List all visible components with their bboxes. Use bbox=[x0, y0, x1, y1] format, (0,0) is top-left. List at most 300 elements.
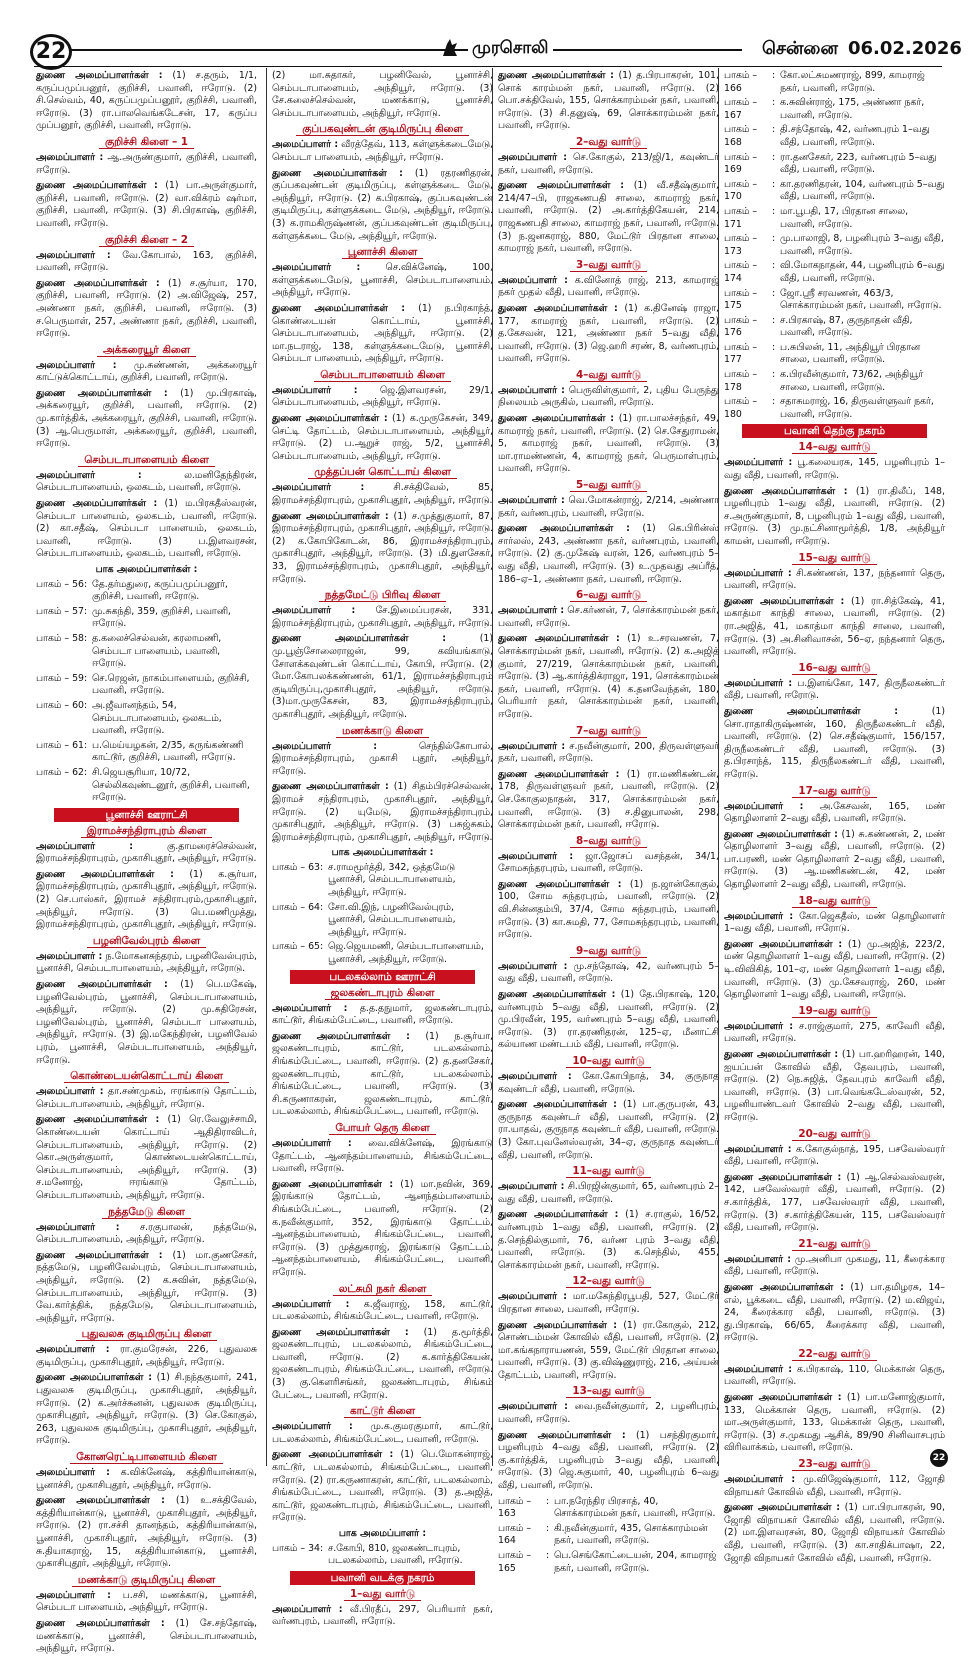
role-label: துணை அமைப்பாளர்கள் : bbox=[498, 1099, 617, 1111]
role-label: துணை அமைப்பாளர்கள் : bbox=[498, 768, 620, 780]
appointment-entry bbox=[724, 486, 945, 549]
branch-heading-text: மணக்காடு குடிமிருப்பு கிளை bbox=[72, 1574, 221, 1587]
booth-number: பாகம் – 169 bbox=[724, 151, 758, 176]
appointment-entry bbox=[498, 1071, 719, 1096]
appointee-text: (1) மா.குணசேகர், நத்தமேடு, பழனிவேல்புரம், செம்படாபாளையம், அந்தியூர், ஈரோடு. (2) க.சுவின், நத்தமேடு, செம்படாபாளையம், அந்தியூர், ஈரோடு. (3) வே.கார்த்திக், நத்தமேடு, செம்படாபாளையம், அந்தியூர், ஈரோடு. bbox=[36, 1249, 257, 1324]
role-label: துணை அமைப்பாளர்கள் : bbox=[498, 70, 614, 81]
booth-entry bbox=[724, 288, 945, 313]
branch-heading bbox=[272, 123, 493, 136]
branch-heading-text: புதுவலசு குடிமிருப்பு கிளை bbox=[76, 1328, 218, 1341]
branch-heading-text: 15–வது வார்டு bbox=[792, 552, 876, 565]
column-divider bbox=[266, 68, 267, 1466]
appointment-entry bbox=[724, 1254, 945, 1279]
role-label: துணை அமைப்பாளர்கள் : bbox=[724, 595, 845, 607]
role-label: துணை அமைப்பாளர்கள் : bbox=[36, 498, 158, 510]
appointee-text: சி.சக்திவேல், 85, இராமச்சந்திராபுரம், முகாசிபுதூர், அந்தியூர், ஈரோடு. bbox=[272, 482, 493, 507]
appointment-entry bbox=[272, 511, 493, 587]
appointee-text: (1) மா.நவின், 369, இரங்காடு தோட்டம், ஆனந்தம்பாளையம், சிங்கம்பேட்டை, பவானி, ஈரோடு. (2) க.நவீன்குமார், 352, இரங்காடு தோட்டம், ஆனந்தம்பாளையம், சிங்கம்பேட்டை, பவானி, ஈரோடு. (3) முத்துசுராஜ், இரங்காடு தோட்டம், ஆனந்தம்பாளையம், சிங்கம்பேட்டை, பவானி, ஈரோடு. bbox=[272, 1178, 493, 1278]
area-banner: பவானி தெற்கு நகரம் bbox=[742, 424, 927, 438]
appointee-text: (1) த.மூர்த்தி, ஜலகண்டாபுரம், படலகல்லாம், சிங்கம்பேட்டை, பவானி, ஈரோடு. (2) க.கார்த்திகேயன், ஜலகண்டாபுரம், சிங்கம்பேட்டை, பவானி, ஈரோடு. (3) கு.கௌரிசங்கர், ஜலகண்டாபுரம், சிங்கம் பேட்டை, பவானி, ஈரோடு. bbox=[272, 1326, 493, 1401]
separator: : bbox=[84, 739, 88, 751]
appointment-entry bbox=[272, 741, 493, 779]
appointment-entry bbox=[724, 801, 945, 826]
role-label: அமைப்பாளர் : bbox=[498, 1291, 567, 1303]
branch-heading-text: 7–வது வார்டு bbox=[570, 725, 647, 738]
role-label: துணை அமைப்பாளர்கள் : bbox=[36, 387, 168, 399]
appointee-text: வை.விக்னேஷ், இரங்காடு தோட்டம், ஆனந்தம்பாளையம், சிங்கம்பேட்டை, பவானி, ஈரோடு. bbox=[272, 1137, 493, 1175]
booth-appointee: த.கலைச்செல்வன், கரலாமணி, செம்படா பாளையம், பவானி, ஈரோடு. bbox=[92, 632, 222, 670]
appointee-text: சே.இமைப்பரசன், 331, இராமச்சந்திராபுரம், முகாசிபுதூர், அந்தியூர், ஈரோடு. bbox=[272, 605, 493, 629]
branch-heading-text: போயர் தெரு கிளை bbox=[329, 1122, 435, 1135]
branch-heading-text: 18–வது வார்டு bbox=[792, 895, 876, 908]
branch-heading bbox=[36, 344, 257, 357]
role-label: அமைப்பாளர் : bbox=[724, 1253, 791, 1265]
separator: : bbox=[84, 699, 88, 711]
branch-heading-text: 5–வது வார்டு bbox=[570, 479, 647, 492]
branch-heading-text: செம்படாபாளையம் கிளை bbox=[78, 454, 215, 467]
appointee-text: (1) தே.பிரகாஷ், 120, வர்ணபுரம் 5–வது வீதி, பவானி, ஈரோடு. (2) மு.பிரவீன், 195, வர்ணபுரம் 5–வது வீதி, பவானி, ஈரோடு. (3) ரா.தரணிதரன், 125–ஏ, மீனாட்சி கல்யாண மண்டபம் வீதி, பவானி, ஈரோடு. bbox=[498, 989, 719, 1051]
appointee-text: ச.ராஜ்குமார், 275, காவேரி வீதி, பவானி, ஈரோடு. bbox=[724, 1020, 946, 1045]
role-label: துணை அமைப்பாளர்கள் : bbox=[724, 1171, 842, 1183]
role-label: துணை அமைப்பாளர்கள் : bbox=[36, 979, 168, 991]
appointment-entry bbox=[36, 1086, 257, 1111]
booth-number: பாகம் – 56 bbox=[36, 578, 84, 590]
separator: : bbox=[320, 941, 324, 953]
appointee-text: (1) மு.பிரகாஷ், அக்கரையூர், குறிச்சி, பவானி, ஈரோடு. (2) மு.கார்த்திக், அக்கரையூர், குறிச்சி, பவானி, ஈரோடு. (3) ஆ.பெருமாள், அக்கரையூர், குறிச்சி, பவானி, ஈரோடு. bbox=[36, 387, 257, 450]
appointment-entry bbox=[272, 1449, 493, 1525]
appointee-text: (1) சொ.ராதாகிருஷ்ணன், 160, திருநீலகண்டர் வீதி, பவானி, ஈரோடு. (2) செ.சதீஷ்குமார், 156/157, திருநீலகண்டர் வீதி, பவானி, ஈரோடு. (3) த.பிரசாந்த், 115, திருநீலகண்டர் வீதி, பவானி, ஈரோடு. bbox=[724, 705, 945, 780]
booth-appointee: கி.நவீன்குமார், 435, சொக்காரம்மன் நகர், பவானி, ஈரோடு. bbox=[554, 1522, 708, 1547]
appointment-entry bbox=[36, 278, 257, 341]
role-label: துணை அமைப்பாளர்கள் : bbox=[36, 1495, 165, 1507]
appointment-entry bbox=[724, 1144, 945, 1169]
branch-heading bbox=[272, 246, 493, 259]
appointment-entry bbox=[724, 1364, 945, 1389]
appointee-text: மு.சுண்ணன், அக்கரையூர் காட்டுக்கொட்டாய், குறிச்சி, பவானி, ஈரோடு. bbox=[36, 359, 257, 384]
role-label: அமைப்பாளர் : bbox=[36, 151, 104, 163]
booth-appointee: தி.சந்தோஷ், 42, வர்ணபுரம் 1–வது வீதி, பவானி, ஈரோடு. bbox=[780, 124, 930, 148]
appointee-text: மா.மகேந்திரபூபதி, 527, மேட்டூர் பிரதான சாலை, பவானி, ஈரோடு. bbox=[498, 1291, 719, 1315]
role-label: துணை அமைப்பாளர்கள் : bbox=[498, 1429, 626, 1441]
booth-appointee: ச.கோபி, 810, ஜலகண்டாபுரம், படலகல்லாம், பவானி, ஈரோடு. bbox=[328, 1542, 463, 1567]
page-number-badge bbox=[30, 34, 72, 70]
role-label: அமைப்பாளர் : bbox=[724, 457, 793, 469]
role-label: அமைப்பாளர் : bbox=[724, 677, 793, 689]
appointment-entry bbox=[724, 939, 945, 1002]
branch-heading bbox=[36, 825, 257, 838]
separator: : bbox=[772, 233, 776, 245]
appointment-entry bbox=[498, 1291, 719, 1316]
role-label: துணை அமைப்பாளர்கள் : bbox=[36, 1249, 163, 1261]
role-label: அமைப்பாளர் : bbox=[498, 151, 568, 163]
appointment-entry bbox=[498, 961, 719, 986]
appointment-entry bbox=[724, 568, 945, 593]
appointment-entry bbox=[36, 152, 257, 177]
appointee-text: (1) ரா.மணிகண்டன், 178, திருவள்ளுவர் நகர், பவானி, ஈரோடு. (2) செ.கோகுலநாதன், 317, சொக்காரம்மன் நகர், பவானி, ஈரோடு. (3) ச.தினுபாலன், 298, சொக்காரம்மன் நகர், பவானி, ஈரோடு. bbox=[498, 768, 719, 831]
appointee-text: த.த.தநுமார், ஜலகண்டாபுரம், காட்டூர், சிங்கம்பேட்டை, பவானி, ஈரோடு. bbox=[272, 1002, 493, 1027]
role-label: அமைப்பாளர் : bbox=[724, 1474, 796, 1486]
appointee-text: (1) ந.சூர்யா, ஜலகண்டாபுரம், காட்டூர், படலகல்லாம், சிங்கம்பேட்டை, பவானி, ஈரோடு. (2) த.தனசேகர், ஜலகண்டாபுரம், காட்டூர், படலகல்லாம், சிங்கம்பேட்டை, பவானி, ஈரோடு. (3) சி.கருணாகரன், ஜலகண்டாபுரம், காட்டூர், படலகல்லாம், சிங்கம்பேட்டை, பவானி, ஈரோடு. bbox=[272, 1030, 493, 1118]
appointment-entry bbox=[498, 1401, 719, 1426]
role-label: துணை அமைப்பாளர்கள் : bbox=[498, 989, 616, 1001]
role-label: அமைப்பாளர் : bbox=[36, 1589, 111, 1601]
appointment-entry bbox=[36, 250, 257, 275]
appointee-text: (1) ரா.கோகுல், 212, சொண்டம்மன் கோவில் வீதி, பவானி, ஈரோடு. (2) மா.கங்கநாராயணன், 559, மேட்டூர் பிரதான சாலை, பவானி, ஈரோடு. (3) கு.விஷ்ணுராஜ், 216, அய்யன் தோட்டம், பவானி, ஈரோடு. bbox=[498, 1319, 719, 1381]
branch-heading bbox=[724, 1458, 945, 1471]
booth-entry bbox=[36, 633, 257, 671]
branch-heading bbox=[724, 785, 945, 798]
booth-entry bbox=[724, 315, 945, 340]
booth-number: பாகம் – 175 bbox=[724, 287, 758, 312]
booth-entry bbox=[724, 233, 945, 258]
separator: : bbox=[546, 1550, 550, 1561]
booth-appointee: ப.மெய்யழகன், 2/35, கருங்கண்ணி காட்டூர், குறிச்சி, பவானி, ஈரோடு. bbox=[92, 739, 244, 764]
appointment-entry bbox=[498, 851, 719, 876]
appointee-text: ப.சசி, மணக்காடு, பூனாச்சி, செம்படா பாளையம், அந்தியூர், ஈரோடு. bbox=[36, 1589, 257, 1614]
booth-appointee: க.சுவின்ராஜ், 175, அண்ணா நகர், பவானி, ஈரோடு. bbox=[780, 97, 925, 121]
role-label: அமைப்பாளர் : bbox=[36, 840, 134, 852]
branch-heading bbox=[724, 1005, 945, 1018]
appointment-entry bbox=[724, 1282, 945, 1345]
appointee-text: (1) ரெ.வேலுச்சாமி, கொண்டையன் கொட்டாய் ஆதிதிராவிடர், செம்படாபாளையம், அந்தியூர், ஈரோடு. (2) கொ.அருள்குமார், கொண்டையன்கொட்டாய், செம்படாபாளையம், அந்தியூர், ஈரோடு. (3) ச.மனோஜ், ஈரங்காடு தோட்டம், செம்படாபாளையம், அந்தியூர், ஈரோடு. bbox=[36, 1114, 257, 1201]
booth-entry bbox=[272, 1543, 493, 1568]
appointee-text: ந.மோகனசுந்தரம், பழனிவேல்புரம், பூனாச்சி, செம்படாபாளையம், அந்தியூர், ஈரோடு. bbox=[36, 950, 257, 975]
appointee-text: (1) ச.சூர்யா, 170, குறிச்சி, பவானி, ஈரோடு. (2) அ.விஜேஷ், 257, அண்ணா நகர், குறிச்சி, பவானி, ஈரோடு. (3) ச.பெருமாள், 257, அண்ணா நகர், குறிச்சி, பவானி, ஈரோடு. bbox=[36, 277, 257, 340]
appointment-entry bbox=[724, 829, 945, 892]
appointment-entry bbox=[498, 741, 719, 766]
appointee-text: பெருவிள்குமார், 2, புதிய பேருந்து நிலையம் அருகில், பவானி, ஈரோடு. bbox=[498, 384, 719, 409]
separator: : bbox=[772, 151, 776, 163]
appointment-entry bbox=[36, 70, 257, 133]
booth-number: பாகம் – 167 bbox=[724, 97, 758, 121]
role-label: துணை அமைப்பாளர்கள் : bbox=[724, 1392, 842, 1404]
appointment-entry bbox=[498, 879, 719, 942]
appointment-entry bbox=[36, 869, 257, 932]
role-label: அமைப்பாளர் : bbox=[36, 1221, 120, 1233]
booth-entry bbox=[724, 342, 945, 367]
appointee-text: (1) பா.ஹரிஹரன், 140, ஐயப்பன் கோவில் வீதி, தேவபுரம், பவானி, ஈரோடு. (2) நெ.சுஜித், தேவபுரம் காவேரி வீதி, பவானி, ஈரோடு. (3) பா.வெங்கடேஸ்வரன், 52, பழனியாண்டவர் கோவில் 2–வது வீதி, பவானி, ஈரோடு. bbox=[724, 1049, 945, 1123]
subsection-label: பாக அமைப்பாளர்கள் : bbox=[95, 564, 198, 575]
appointee-text: (1) சே.சந்தோஷ், மணக்காடு, பூனாச்சி, செம்படாபாளையம், அந்தியூர், ஈரோடு. bbox=[36, 1617, 257, 1655]
booth-entry bbox=[724, 206, 945, 231]
booth-entry bbox=[498, 1523, 719, 1548]
role-label: அமைப்பாளர் : bbox=[724, 1363, 792, 1375]
newspaper-name: முரசொலி bbox=[468, 38, 553, 60]
role-label: அமைப்பாளர் : bbox=[498, 740, 566, 752]
branch-heading bbox=[498, 259, 719, 272]
booth-entry bbox=[724, 396, 945, 421]
branch-heading-text: நத்தமேடு கிளை bbox=[102, 1206, 191, 1219]
appointee-text: ப.இளங்கோ, 147, திருநீலகண்டர் வீதி, பவானி, ஈரோடு. bbox=[724, 677, 945, 702]
role-label: அமைப்பாளர் : bbox=[36, 1086, 104, 1098]
appointment-entry bbox=[272, 413, 493, 463]
appointee-text: ஜெ.இளவரசன், 29/1, செம்படாபாளையம், அந்தியூர், ஈரோடு. bbox=[272, 384, 494, 409]
appointee-text: க.பிரகாஷ், 110, மெக்கான் தெரு, பவானி, ஈரோடு. bbox=[724, 1363, 946, 1388]
branch-heading-text: முத்தப்பன் கொட்டாய் கிளை bbox=[308, 466, 457, 479]
role-label: அமைப்பாளர் : bbox=[498, 384, 565, 396]
role-label: துணை அமைப்பாளர்கள் : bbox=[36, 868, 174, 880]
booth-appointee: செ.ரெஜன், நாகம்பாளையம், குறிச்சி, பவானி, ஈரோடு. bbox=[92, 672, 250, 697]
appointment-entry bbox=[724, 706, 945, 782]
branch-heading-text: 9–வது வார்டு bbox=[570, 945, 647, 958]
appointee-text: (1) சு.கண்ணன், 2, மண் தொழிலாளர் 3–வது வீதி, பவானி, ஈரோடு. (2) பா.பரணி, மண் தொழிலாளர் 2–வது வீதி, பவானி, ஈரோடு. (3) ஆ.மணிகண்டன், 42, மண் தொழிலாளர் 2–வது வீதி, பவானி, ஈரோடு. bbox=[724, 828, 945, 891]
appointment-entry bbox=[724, 911, 945, 936]
appointment-entry bbox=[498, 1209, 719, 1272]
booth-appointee: ஜெ.ஜெயமணி, செம்படாபாளையம், பூனாச்சி, அந்தியூர், ஈரோடு. bbox=[328, 941, 484, 966]
appointee-text: (1) ச.தரும், 1/1, கருப்பமுப்பனூர், குறிச்சி, பவானி, ஈரோடு. (2) சி.செல்வம், 40, கருப்பமுப்பனூர், குறிச்சி, பவானி, ஈரோடு. (3) ரா.பாலவெங்கடேசன், 17, கருப்ப முப்பனூர், குறிச்சி, பவானி, ஈரோடு. bbox=[36, 70, 257, 132]
booth-appointee: பா.நரேந்திர பிரசாத், 40, சொக்காரம்மன் நகர், பவானி, ஈரோடு. bbox=[554, 1495, 716, 1520]
branch-heading bbox=[724, 662, 945, 675]
branch-heading bbox=[498, 835, 719, 848]
booth-entry bbox=[272, 862, 493, 900]
booth-entry bbox=[36, 673, 257, 698]
role-label: அமைப்பாளர் : bbox=[272, 1421, 353, 1433]
appointment-entry bbox=[724, 678, 945, 703]
appointment-entry bbox=[498, 1430, 719, 1493]
branch-heading bbox=[498, 725, 719, 738]
rising-sun-logo-icon bbox=[440, 36, 460, 58]
booth-number: பாகம் – 164 bbox=[498, 1522, 532, 1547]
role-label: அமைப்பாளர் : bbox=[272, 1137, 352, 1149]
role-label: அமைப்பாளர் : bbox=[36, 249, 111, 261]
role-label: அமைப்பாளர் : bbox=[724, 567, 792, 579]
role-label: துணை அமைப்பாளர்கள் : bbox=[272, 302, 406, 314]
appointee-text: (1) ரா.திலீப், 148, பழனிபுரம் 1–வது வீதி, பவானி, ஈரோடு. (2) ச.அருண்குமார், 8, பழனிபுரம் 1–வது வீதி, பவானி, ஈரோடு. (3) மு.நட்சினாமூர்த்தி, 1/8, அந்தியூர் காமன், பவானி, ஈரோடு. bbox=[724, 485, 945, 547]
booth-entry bbox=[724, 70, 945, 95]
branch-heading bbox=[36, 136, 257, 149]
role-label: துணை அமைப்பாளர்கள் : bbox=[36, 180, 158, 192]
subsection-label: பாக அமைப்பாளர்கள் : bbox=[331, 847, 434, 859]
branch-heading bbox=[272, 1588, 493, 1601]
area-banner: பூனாச்சி ஊராட்சி bbox=[54, 808, 239, 822]
branch-heading-text: 14–வது வார்டு bbox=[792, 441, 876, 454]
booth-entry bbox=[498, 1550, 719, 1575]
role-label: அமைப்பாளர் : bbox=[36, 950, 103, 962]
appointment-entry bbox=[36, 470, 257, 495]
appointment-entry bbox=[272, 1138, 493, 1176]
appointee-text: (1) ரா.சித்கேஷ், 41, மகாத்மா காந்தி சாலை, பவானி, ஈரோடு. (2) ரா.அஜித், 41, மகாத்மா காந்தி சாலை, பவானி, ஈரோடு. (3) அ.சினிவாசன், 56–ஏ, நந்தனார் தெரு, பவானி, ஈரோடு. bbox=[724, 595, 945, 658]
role-label: அமைப்பாளர் : bbox=[498, 274, 568, 286]
role-label: துணை அமைப்பாளர்கள் : bbox=[272, 510, 389, 522]
branch-heading-text: 19–வது வார்டு bbox=[792, 1005, 876, 1018]
booth-number: பாகம் – 62 bbox=[36, 766, 84, 778]
appointee-text: ரா.குமரேசன், 226, புதுவலசு குடிமிருப்பு, முகாசிபுதூர், அந்தியூர், ஈரோடு. bbox=[36, 1344, 257, 1368]
booth-appointee: சி.ஜெயசூரியா, 10/72, செல்லிகவுண்டனூர், குறிச்சி, பவானி, ஈரோடு. bbox=[92, 766, 250, 804]
separator: : bbox=[772, 178, 776, 190]
booth-appointee: அ.ஜீவானந்தம், 54, செம்படாபாளையம், ஒலகடம், பவானி, ஈரோடு. bbox=[92, 699, 222, 737]
appointment-entry bbox=[272, 1327, 493, 1403]
booth-appointee: ரா.தனசேகர், 223, வர்ணபுரம் 5–வது வீதி, பவானி, ஈரோடு. bbox=[780, 151, 937, 176]
booth-appointee: கோ.லட்சுமணராஜ், 899, காமராஜ் நகர், பவானி, ஈரோடு. bbox=[780, 70, 925, 94]
appointee-text: செ.விக்னேஷ், 100, கள்ளுக்கடைமேடு, பூனாச்சி, செம்படாபாளையம், அந்தியூர், ஈரோடு. bbox=[272, 262, 493, 299]
role-label: துணை அமைப்பாளர்கள் : bbox=[498, 878, 622, 890]
appointee-text: செ.கர்ணன், 7, சொக்காரம்மன் நகர், பவானி, ஈரோடு. bbox=[498, 605, 720, 629]
appointment-entry bbox=[724, 1021, 945, 1046]
appointee-text: (1) பா.மனோஜ்குமார், 133, மெக்கான் தெரு, பவானி, ஈரோடு. (2) மா.அருள்குமார், 133, மெக்கான் தெரு, பவானி, ஈரோடு. (3) ச.முகமது ஆசிக், 89/90 சினிவாசபுரம் விரிவாக்கம், பவானி, ஈரோடு. bbox=[724, 1392, 945, 1454]
role-label: அமைப்பாளர் : bbox=[36, 469, 142, 481]
booth-entry bbox=[36, 767, 257, 805]
branch-heading-text: இராமச்சந்திராபுரம் கிளை bbox=[81, 825, 213, 838]
branch-heading bbox=[36, 1451, 257, 1464]
branch-heading bbox=[724, 895, 945, 908]
separator: : bbox=[320, 901, 324, 913]
role-label: அமைப்பாளர் : bbox=[498, 1071, 572, 1082]
booth-number: பாகம் – 163 bbox=[498, 1495, 532, 1520]
role-label: அமைப்பாளர் : bbox=[272, 384, 358, 396]
branch-heading bbox=[272, 987, 493, 1000]
booth-appointee: மு.பாலாஜி, 8, பழனிபுரம் 3–வது வீதி, பவானி, ஈரோடு. bbox=[780, 233, 944, 257]
appointee-text: (1) கெ.பிரின்ஸ் சார்லஸ், 243, அண்ணா நகர், வர்ணபுரம், பவானி, ஈரோடு. (2) கு.முகேஷ் வரன், 126, வர்ணபுரம் 5–வது வீதி, பவானி, ஈரோடு. (3) உ.முதவது அப்ரீத், 186–ஏ–1, அண்ணா நகர், பவானி, ஈரோடு. bbox=[498, 523, 719, 585]
role-label: துணை அமைப்பாளர்கள் : bbox=[272, 1178, 394, 1190]
appointment-entry bbox=[36, 360, 257, 385]
booth-appointee: ப.சுபிலன், 11, அந்தியூர் பிரதான சாலை, பவானி, ஈரோடு. bbox=[780, 341, 921, 366]
booth-appointee: சதாசுமராஜ், 16, திருவள்ளுவர் நகர், பவானி, ஈரோடு. bbox=[780, 396, 934, 420]
appointee-text: (1) ஆ.செல்வஸ்வரன், 142, பசவேஸ்வரர் வீதி, பவானி, ஈரோடு. (2) ச.கார்த்திக், 177, பசவேஸ்வரர் வீதி, பவானி, ஈரோடு. (3) ச.கார்த்திகேயன், 115, பசவேஸ்வரர் வீதி, பவானி, ஈரோடு. bbox=[724, 1171, 945, 1234]
appointment-entry bbox=[498, 70, 719, 133]
appointment-entry bbox=[724, 596, 945, 659]
role-label: அமைப்பாளர் : bbox=[272, 1298, 350, 1310]
branch-heading-text: 3–வது வார்டு bbox=[570, 259, 647, 272]
branch-heading bbox=[36, 234, 257, 247]
role-label: துணை அமைப்பாளர்கள் : bbox=[272, 781, 389, 793]
booth-appointee: தே.தர்மதுரை, கருப்பமுப்பனூர், குறிச்சி, பவானி, ஈரோடு. bbox=[92, 578, 228, 603]
role-label: அமைப்பாளர் : bbox=[272, 482, 365, 494]
branch-heading-text: 16–வது வார்டு bbox=[792, 662, 876, 675]
appointee-text: (1) பசந்திரகுமார், பழனிபுரம் 4–வது வீதி, பவானி, ஈரோடு. (2) கு.கார்த்திக், பழனிபுரம் 3–வது வீதி, பவானி, ஈரோடு. (3) ஜெ.சுகுமார், 40, பழனிபுரம் 6–வது வீதி, பவானி, ஈரோடு. bbox=[498, 1429, 719, 1492]
booth-entry bbox=[36, 579, 257, 604]
page-number: 22 bbox=[35, 39, 67, 64]
appointee-text: (1) பெ.மகேஷ், பழனிவேல்புரம், பூனாச்சி, செம்படாபாளையம், அந்தியூர், ஈரோடு. (2) மு.சுதிரேசன், பழனிவேல்புரம், பூனாச்சி, செம்படா பாளையம், அந்தியூர், ஈரோடு. (3) இ.மகேந்திரன், பழனிவேல் புரம், பூனாச்சி, செம்படாபாளையம், அந்தியூர், ஈரோடு. bbox=[36, 979, 257, 1066]
appointee-text: மு.விஜேஷ்குமார், 112, ஜோதி விநாயகர் கோவில் வீதி, பவானி, ஈரோடு. bbox=[724, 1474, 945, 1498]
separator: : bbox=[772, 287, 776, 299]
booth-appointee: க.பிரவீன்குமார், 73/62, அந்தியூர் சாலை, பவானி, ஈரோடு. bbox=[780, 369, 924, 393]
appointee-text: க.ஜீவராஜ், 158, காட்டூர், படலகல்லாம், சிங்கம்பேட்டை, பவானி, ஈரோடு. bbox=[272, 1298, 493, 1323]
branch-heading-text: 10–வது வார்டு bbox=[566, 1055, 650, 1068]
appointee-text: க.கோகுல்நாத், 195, பசவேஸ்வரர் வீதி, பவானி, ஈரோடு. bbox=[724, 1143, 945, 1168]
role-label: துணை அமைப்பாளர்கள் : bbox=[36, 277, 160, 289]
appointment-entry bbox=[36, 1222, 257, 1247]
role-label: துணை அமைப்பாளர்கள் : bbox=[36, 1617, 165, 1629]
appointee-text: கு.தாமரைச்செல்வன், இராமச்சந்திராபுரம், முகாசிபுதூர், அந்தியூர், ஈரோடு. bbox=[36, 840, 258, 865]
appointee-text: ச.ரகுபாலன், நத்தமேடு, செம்படாபாளையம், அந்தியூர், ஈரோடு. bbox=[36, 1221, 257, 1246]
booth-number: பாகம் – 178 bbox=[724, 369, 758, 393]
role-label: துணை அமைப்பாளர்கள் : bbox=[498, 523, 630, 535]
branch-heading bbox=[272, 725, 493, 738]
separator: : bbox=[772, 97, 776, 109]
booth-number: பாகம் – 170 bbox=[724, 178, 758, 203]
branch-heading-text: 22–வது வார்டு bbox=[792, 1348, 876, 1361]
appointment-entry bbox=[272, 1031, 493, 1119]
appointee-text: செ.கோகுல், 213/ஜி/1, கவுண்டர் நகர், பவானி, ஈரோடு. bbox=[498, 151, 720, 176]
branch-heading bbox=[272, 466, 493, 479]
separator: : bbox=[772, 369, 776, 381]
appointee-text: (1) ந.ஜான்கோகுல், 100, சோம சுந்தரபுரம், பவானி, ஈரோடு. (2) வி.சின்னதம்பி, 37/4, சோம சுந்தரபுரம், பவானி, ஈரோடு. (3) கா.சுமதி, 77, சோமசுந்தரபுரம், பவானி, ஈரோடு. bbox=[498, 878, 719, 941]
appointee-text: சி.பிரஜின்குமார், 65, வர்ணபுரம் 2–வது வீதி, பவானி, ஈரோடு. bbox=[498, 1181, 719, 1205]
appointee-text: வே.கோபால், 163, குறிச்சி, பவானி, ஈரோடு. bbox=[36, 249, 257, 274]
appointment-entry bbox=[36, 1344, 257, 1369]
role-label: துணை அமைப்பாளர்கள் : bbox=[724, 1502, 840, 1514]
booth-appointee: ச.பிரகாஷ், 87, குருநாதன் வீதி, பவானி, ஈரோடு. bbox=[780, 314, 913, 339]
branch-heading-text: லட்சுமி நகர் கிளை bbox=[333, 1283, 433, 1296]
branch-heading bbox=[272, 589, 493, 602]
booth-appointee: ச.ராமமூர்த்தி, 342, ஒத்தமேடு பூனாச்சி, செம்படாபாளையம், அந்தியூர், ஈரோடு. bbox=[328, 861, 456, 899]
edition-date: 06.02.2026 bbox=[848, 38, 962, 59]
separator: : bbox=[772, 205, 776, 217]
role-label: துணை அமைப்பாளர்கள் : bbox=[498, 633, 620, 645]
booth-entry bbox=[272, 941, 493, 966]
role-label: அமைப்பாளர் : bbox=[272, 740, 377, 752]
branch-heading-text: மணக்காடு கிளை bbox=[336, 725, 429, 738]
footer-page-number: 22 bbox=[930, 1449, 948, 1467]
separator: : bbox=[84, 578, 88, 590]
role-label: அமைப்பாளர் : bbox=[272, 1603, 343, 1615]
role-label: துணை அமைப்பாளர்கள் : bbox=[272, 1449, 394, 1461]
appointee-text: வெ.மோகன்ராஜ், 2/214, அண்ணா நகர், வர்ணபுரம், பவானி, ஈரோடு. bbox=[498, 495, 720, 519]
role-label: அமைப்பாளர் : bbox=[724, 1143, 792, 1155]
branch-heading-text: 8–வது வார்டு bbox=[570, 835, 647, 848]
role-label: அமைப்பாளர் : bbox=[498, 960, 568, 972]
role-label: துணை அமைப்பாளர்கள் : bbox=[272, 1326, 409, 1338]
appointment-entry bbox=[272, 385, 493, 410]
booth-number: பாகம் – 60 bbox=[36, 699, 84, 711]
appointment-entry bbox=[272, 70, 493, 120]
separator: : bbox=[320, 861, 324, 873]
appointment-entry bbox=[272, 1299, 493, 1324]
branch-heading-text: குறிச்சி கிளை – 2 bbox=[99, 234, 194, 247]
appointment-entry bbox=[498, 605, 719, 630]
branch-heading bbox=[272, 1405, 493, 1418]
appointment-entry bbox=[498, 1181, 719, 1206]
branch-heading bbox=[724, 1128, 945, 1141]
appointee-text: (1) சிதம்பிரச்செல்வன், இராமச் சந்திராபுரம், முகாசிபுதூர், அந்தியூர், ஈரோடு. (2) யுமேடு, இராமச்சந்திராபுரம், முகாசிபுதூர், அந்தியூர், ஈரோடு. (3) பசுஜ்சுகம், இராமச்சந்திராபுரம், முகாசிபுதூர், அந்தியூர், ஈரோடு. bbox=[272, 781, 493, 843]
role-label: துணை அமைப்பாளர்கள் : bbox=[498, 180, 625, 192]
appointment-entry bbox=[498, 385, 719, 410]
branch-heading bbox=[498, 479, 719, 492]
appointment-entry bbox=[498, 152, 719, 177]
branch-heading bbox=[36, 454, 257, 467]
branch-heading bbox=[272, 1122, 493, 1135]
separator: : bbox=[772, 70, 776, 81]
booth-number: பாகம் – 59 bbox=[36, 672, 84, 684]
role-label: அமைப்பாளர் : bbox=[36, 359, 117, 371]
separator: : bbox=[320, 1542, 324, 1554]
booth-number: பாகம் – 63 bbox=[272, 861, 320, 873]
separator: : bbox=[772, 124, 776, 136]
role-label: துணை அமைப்பாளர்கள் : bbox=[272, 167, 403, 179]
separator: : bbox=[84, 632, 88, 644]
appointee-text: (1) க.முருகேசன், 349, செட்டி தோட்டம், செம்படாபாளையம், அந்தியூர், ஈரோடு. (2) ப.ஆறுச் ராஜ், 5/2, பூனாச்சி, செம்படாபாளையம், அந்தியூர், ஈரோடு. bbox=[272, 413, 493, 462]
branch-heading bbox=[498, 1275, 719, 1288]
separator: : bbox=[772, 341, 776, 353]
appointment-entry bbox=[724, 1502, 945, 1565]
branch-heading bbox=[272, 1283, 493, 1296]
appointment-entry bbox=[498, 989, 719, 1052]
branch-heading bbox=[36, 1070, 257, 1083]
role-label: அமைப்பாளர் : bbox=[272, 1002, 348, 1014]
appointment-entry bbox=[36, 180, 257, 230]
appointment-entry bbox=[36, 1618, 257, 1656]
appointee-text: (1) பா.பிரபாகரன், 90, ஜோதி விநாயகர் கோவில் வீதி, பவானி, ஈரோடு. (2) மா.இளவரசன், 80, ஜோதி விநாயகர் கோவில் வீதி, பவானி, ஈரோடு. (3) கா.சாதிக்பாஷா, 22, ஜோதி விநாயகர் கோவில் வீதி, பவானி, ஈரோடு. bbox=[724, 1502, 945, 1564]
appointment-entry bbox=[36, 1495, 257, 1571]
appointment-entry bbox=[498, 495, 719, 520]
role-label: அமைப்பாளர் : bbox=[724, 800, 804, 812]
branch-heading-text: அக்கரையூர் கிளை bbox=[97, 344, 196, 357]
appointment-entry bbox=[36, 841, 257, 866]
appointee-text: கோ.ஜெகதீஸ், மண் தொழிலாளர் 1–வது வீதி, பவானி, ஈரோடு. bbox=[724, 910, 945, 935]
role-label: துணை அமைப்பாளர்கள் : bbox=[36, 70, 163, 81]
booth-appointee: மு.சுகந்தி, 359, குறிச்சி, பவானி, ஈரோடு. bbox=[92, 605, 231, 630]
role-label: துணை அமைப்பாளர்கள் : bbox=[498, 1209, 619, 1221]
